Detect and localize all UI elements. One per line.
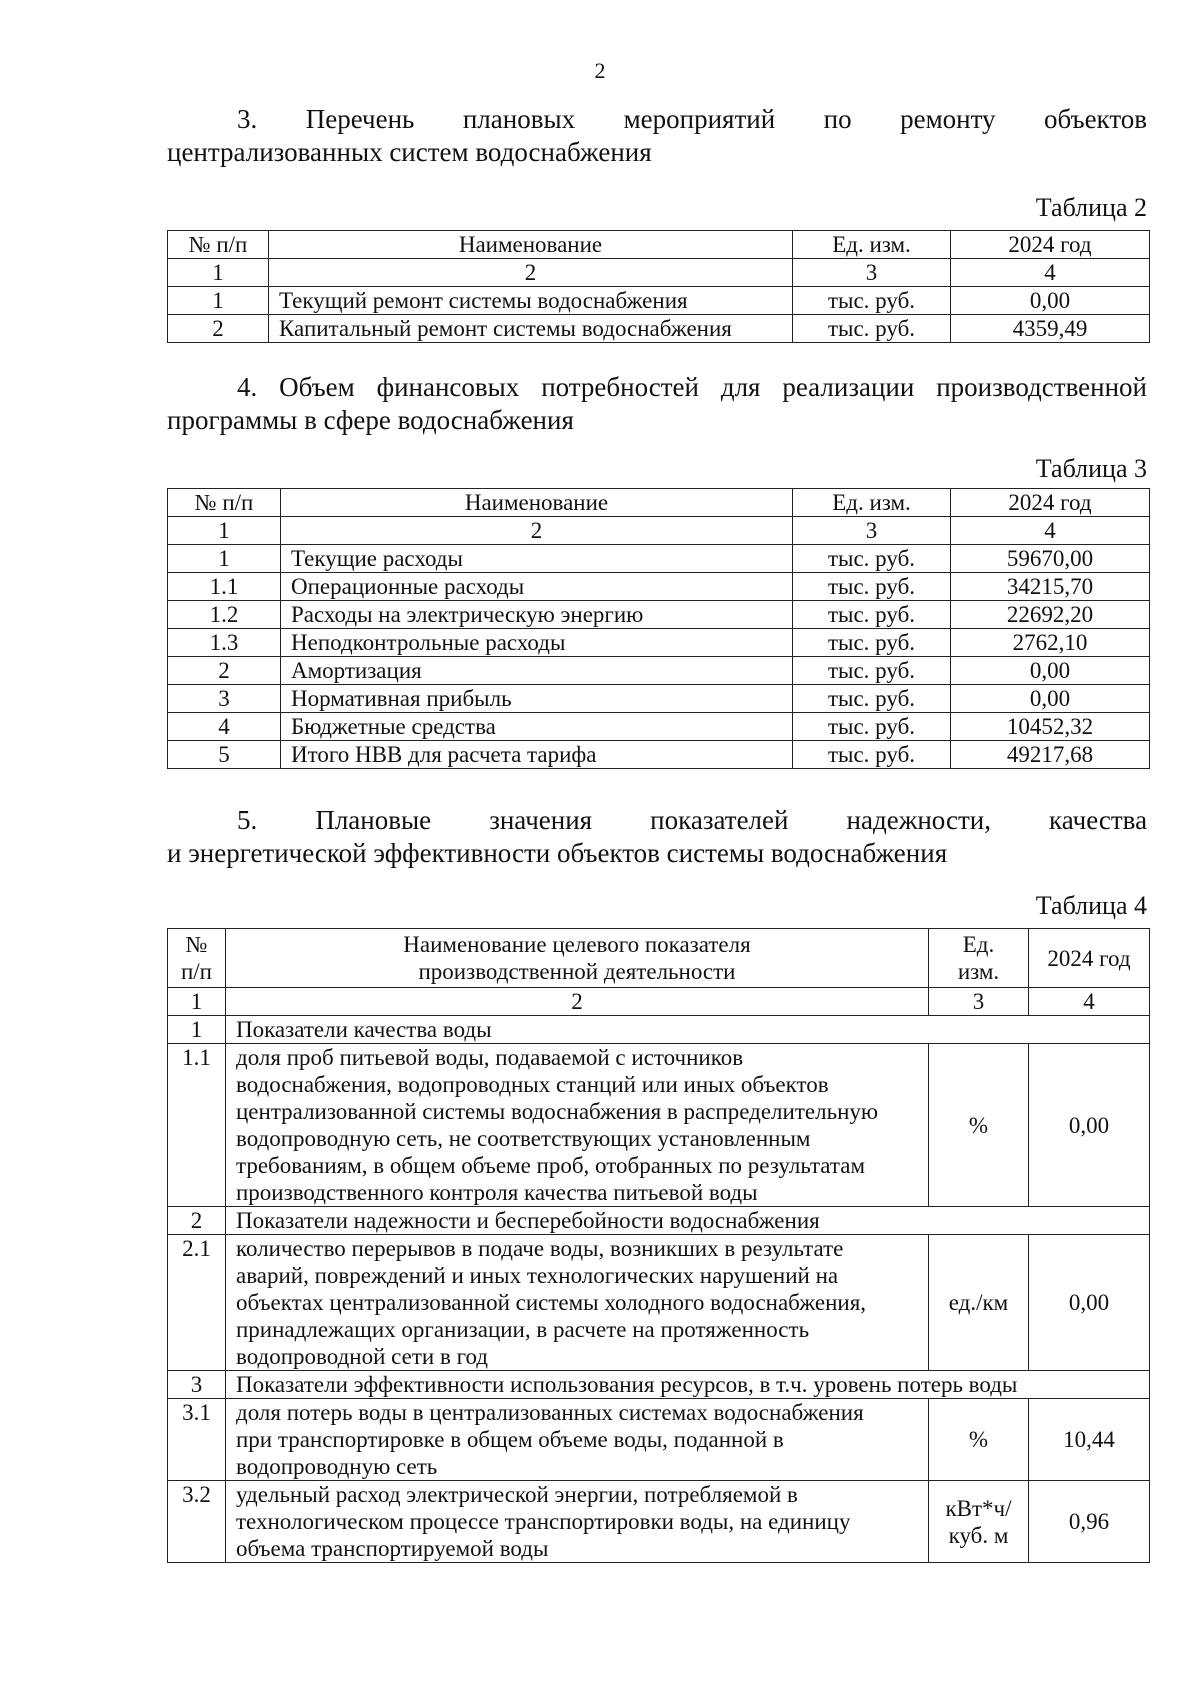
section-4-line2: программы в сфере водоснабжения — [167, 405, 574, 435]
row-number: 1.2 — [168, 601, 281, 629]
heading-word: Перечень — [305, 104, 415, 134]
table-index-row — [168, 988, 1150, 1016]
row-value: 2762,10 — [951, 629, 1150, 657]
row-unit: тыс. руб. — [793, 573, 951, 601]
table-row — [168, 573, 1150, 601]
index-cell: 2 — [226, 988, 929, 1016]
table-row — [168, 685, 1150, 713]
table-row — [168, 741, 1150, 769]
header-cell-name — [226, 929, 929, 988]
table-row — [168, 601, 1150, 629]
index-cell: 2 — [269, 259, 793, 287]
group-row — [168, 1016, 1150, 1044]
row-unit: тыс. руб. — [793, 315, 951, 343]
row-unit: % — [929, 1044, 1029, 1207]
header-cell-year: 2024 год — [1029, 929, 1150, 988]
section-5-line2: и энергетической эффективности объектов системы водоснабжения — [167, 838, 948, 868]
row-value: 0,96 — [1029, 1481, 1150, 1563]
row-number: 2 — [168, 657, 281, 685]
row-value: 59670,00 — [951, 545, 1150, 573]
section-3-number: 3. — [237, 104, 258, 134]
row-description — [226, 1235, 929, 1371]
description-line: производственного контроля качества питьевой воды — [236, 1180, 758, 1205]
row-value: 0,00 — [951, 287, 1150, 315]
heading-word: производственной — [936, 372, 1147, 402]
table-index-row — [168, 517, 1150, 545]
unit-line: кВт*ч/ — [945, 1495, 1012, 1521]
table-4 — [167, 928, 1150, 1563]
header-line: производственной деятельности — [418, 959, 736, 984]
row-number: 1.1 — [168, 1044, 226, 1207]
heading-word: для — [720, 372, 761, 402]
row-value: 34215,70 — [951, 573, 1150, 601]
table-header-row — [168, 489, 1150, 517]
row-number: 3.1 — [168, 1399, 226, 1481]
index-cell: 4 — [1029, 988, 1150, 1016]
group-title: Показатели качества воды — [226, 1016, 1150, 1044]
header-cell-unit — [929, 929, 1029, 988]
row-value: 10452,32 — [951, 713, 1150, 741]
row-value: 10,44 — [1029, 1399, 1150, 1481]
description-line: доля проб питьевой воды, подаваемой с источников — [236, 1045, 744, 1070]
row-value: 0,00 — [1029, 1235, 1150, 1371]
table-4-caption: Таблица 4 — [1035, 891, 1147, 920]
row-number: 5 — [168, 741, 281, 769]
row-unit: тыс. руб. — [793, 685, 951, 713]
header-cell: Наименование — [281, 489, 793, 517]
description-line: водопроводную сеть, не соответствующих установленным — [236, 1126, 811, 1151]
group-row — [168, 1371, 1150, 1399]
description-line: требованиям, в общем объеме проб, отобранных по результатам — [236, 1153, 865, 1178]
section-3-line2: централизованных систем водоснабжения — [167, 137, 652, 167]
group-number: 1 — [168, 1016, 226, 1044]
row-number: 4 — [168, 713, 281, 741]
heading-word: потребностей — [541, 372, 699, 402]
table-row — [168, 657, 1150, 685]
description-line: принадлежащих организации, в расчете на протяженность — [236, 1317, 810, 1342]
table-row — [168, 1399, 1150, 1481]
row-name: Нормативная прибыль — [281, 685, 793, 713]
row-number: 1.3 — [168, 629, 281, 657]
table-row — [168, 713, 1150, 741]
section-4-number: 4. — [237, 372, 258, 402]
heading-word: Объем — [279, 372, 355, 402]
row-name: Неподконтрольные расходы — [281, 629, 793, 657]
section-5-heading — [167, 804, 1147, 870]
description-line: аварий, повреждений и иных технологических нарушений на — [236, 1263, 839, 1288]
row-value: 4359,49 — [951, 315, 1150, 343]
table-row — [168, 1044, 1150, 1207]
section-3-heading — [167, 103, 1147, 169]
row-unit: тыс. руб. — [793, 545, 951, 573]
heading-word: показателей — [650, 805, 789, 835]
index-cell: 2 — [281, 517, 793, 545]
header-cell: № п/п — [168, 231, 269, 259]
header-line: п/п — [180, 959, 212, 984]
header-cell: Наименование — [269, 231, 793, 259]
header-cell: 2024 год — [951, 231, 1150, 259]
row-unit: тыс. руб. — [793, 287, 951, 315]
row-name: Текущий ремонт системы водоснабжения — [269, 287, 793, 315]
row-description — [226, 1481, 929, 1563]
heading-word: реализации — [782, 372, 915, 402]
index-cell: 3 — [793, 259, 951, 287]
description-line: доля потерь воды в централизованных системах водоснабжения — [236, 1400, 864, 1425]
heading-word: плановых — [462, 104, 576, 134]
group-title: Показатели надежности и бесперебойности водоснабжения — [226, 1207, 1150, 1235]
row-unit: % — [929, 1399, 1029, 1481]
row-name: Текущие расходы — [281, 545, 793, 573]
description-line: удельный расход электрической энергии, потребляемой в — [236, 1482, 798, 1507]
row-unit: ед./км — [929, 1235, 1029, 1371]
description-line: при транспортировке в общем объеме воды, поданной в — [236, 1427, 784, 1452]
row-value: 0,00 — [951, 657, 1150, 685]
header-cell: Ед. изм. — [793, 231, 951, 259]
description-line: водопроводной сети в год — [236, 1344, 488, 1369]
page-number: 2 — [594, 58, 606, 83]
row-unit: тыс. руб. — [793, 713, 951, 741]
heading-word: Плановые — [315, 805, 432, 835]
row-name: Расходы на электрическую энергию — [281, 601, 793, 629]
row-number: 1.1 — [168, 573, 281, 601]
unit-line: куб. м — [948, 1522, 1009, 1548]
header-cell: № п/п — [168, 489, 281, 517]
index-cell: 1 — [168, 517, 281, 545]
row-unit: тыс. руб. — [793, 741, 951, 769]
description-line: объема транспортируемой воды — [236, 1536, 549, 1561]
row-value: 0,00 — [951, 685, 1150, 713]
row-number: 3.2 — [168, 1481, 226, 1563]
row-name: Амортизация — [281, 657, 793, 685]
heading-word: значения — [489, 805, 593, 835]
heading-word: ремонту — [900, 104, 996, 134]
group-number: 2 — [168, 1207, 226, 1235]
table-row — [168, 1481, 1150, 1563]
index-cell: 4 — [951, 517, 1150, 545]
description-line: централизованной системы водоснабжения в распределительную — [236, 1099, 879, 1124]
table-row — [168, 629, 1150, 657]
table-row — [168, 287, 1150, 315]
row-number: 2 — [168, 315, 269, 343]
header-line: Ед. — [962, 932, 995, 957]
header-cell: 2024 год — [951, 489, 1150, 517]
row-name: Бюджетные средства — [281, 713, 793, 741]
row-number: 3 — [168, 685, 281, 713]
description-line: водопроводную сеть — [236, 1454, 438, 1479]
description-line: объектах централизованной системы холодного водоснабжения, — [236, 1290, 867, 1315]
heading-word: мероприятий — [623, 104, 776, 134]
row-name: Итого НВВ для расчета тарифа — [281, 741, 793, 769]
row-value: 0,00 — [1029, 1044, 1150, 1207]
table-header-row — [168, 929, 1150, 988]
section-4-heading — [167, 371, 1147, 437]
table-3-caption: Таблица 3 — [1035, 454, 1147, 483]
table-3 — [167, 488, 1150, 769]
row-name: Операционные расходы — [281, 573, 793, 601]
description-line: водоснабжения, водопроводных станций или иных объектов — [236, 1072, 829, 1097]
table-row — [168, 545, 1150, 573]
row-description — [226, 1399, 929, 1481]
table-2 — [167, 230, 1150, 343]
group-row — [168, 1207, 1150, 1235]
index-cell: 1 — [168, 259, 269, 287]
table-header-row — [168, 231, 1150, 259]
section-5-number: 5. — [237, 805, 258, 835]
row-number: 1 — [168, 287, 269, 315]
row-number: 2.1 — [168, 1235, 226, 1371]
row-unit — [929, 1481, 1029, 1563]
header-line: Наименование целевого показателя — [403, 932, 751, 957]
table-row — [168, 315, 1150, 343]
index-cell: 4 — [951, 259, 1150, 287]
row-value: 49217,68 — [951, 741, 1150, 769]
table-2-caption: Таблица 2 — [1035, 193, 1147, 222]
table-index-row — [168, 259, 1150, 287]
row-unit: тыс. руб. — [793, 629, 951, 657]
row-description — [226, 1044, 929, 1207]
description-line: технологическом процессе транспортировки воды, на единицу — [236, 1509, 851, 1534]
header-cell: Ед. изм. — [793, 489, 951, 517]
heading-word: финансовых — [376, 372, 520, 402]
heading-word: объектов — [1044, 104, 1148, 134]
row-unit: тыс. руб. — [793, 601, 951, 629]
heading-word: качества — [1049, 805, 1148, 835]
header-cell-number — [168, 929, 226, 988]
heading-word: надежности, — [846, 805, 991, 835]
description-line: количество перерывов в подаче воды, возникших в результате — [236, 1236, 844, 1261]
table-row — [168, 1235, 1150, 1371]
header-line: изм. — [957, 959, 1000, 984]
row-number: 1 — [168, 545, 281, 573]
row-unit: тыс. руб. — [793, 657, 951, 685]
group-number: 3 — [168, 1371, 226, 1399]
row-value: 22692,20 — [951, 601, 1150, 629]
group-title: Показатели эффективности использования ресурсов, в т.ч. уровень потерь воды — [226, 1371, 1150, 1399]
heading-word: по — [823, 104, 852, 134]
row-name: Капитальный ремонт системы водоснабжения — [269, 315, 793, 343]
index-cell: 3 — [929, 988, 1029, 1016]
index-cell: 3 — [793, 517, 951, 545]
header-line: № — [185, 932, 208, 957]
index-cell: 1 — [168, 988, 226, 1016]
